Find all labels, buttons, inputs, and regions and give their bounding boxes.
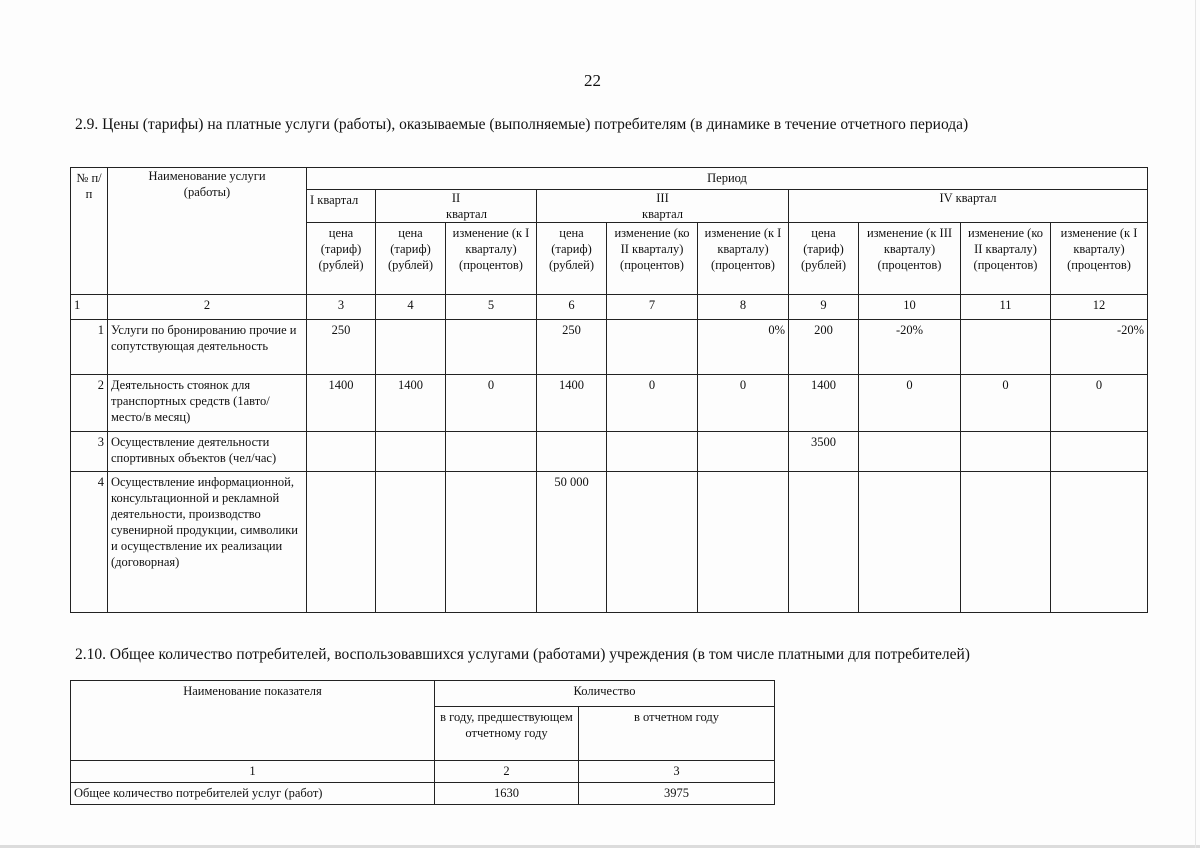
column-number: 12: [1051, 295, 1148, 320]
row-num: 1: [71, 320, 108, 375]
cell-value: [307, 472, 376, 613]
column-number: 11: [961, 295, 1051, 320]
cell-value: [537, 432, 607, 472]
cell-value: [859, 432, 961, 472]
header-prev-year: в году, предшествующем отчетному году: [435, 707, 579, 761]
row-service-name: Осуществление информационной, консультационной и рекламной деятельности, производство сувенирной продукции, символики и осуществление их реализации (договорная): [108, 472, 307, 613]
cell-value: 0: [1051, 375, 1148, 432]
cell-value: [859, 472, 961, 613]
cell-value: [376, 472, 446, 613]
cell-value: [961, 432, 1051, 472]
cell-value: [789, 472, 859, 613]
cell-value: 0: [859, 375, 961, 432]
header-q1: I квартал: [307, 190, 376, 223]
header-q3: III квартал: [537, 190, 789, 223]
cell-value: 250: [537, 320, 607, 375]
column-number: 4: [376, 295, 446, 320]
report-year-value: 3975: [579, 783, 775, 805]
cell-value: 1400: [537, 375, 607, 432]
section-2-9-title: 2.9. Цены (тарифы) на платные услуги (работы), оказываемые (выполняемые) потребителям (в динамике в течение отчетного периода): [75, 116, 969, 133]
cell-value: 0: [698, 375, 789, 432]
cell-value: 1400: [789, 375, 859, 432]
table-row: [71, 783, 775, 805]
cell-value: [307, 432, 376, 472]
cell-value: [961, 472, 1051, 613]
scan-edge: [1195, 0, 1196, 848]
cell-value: [607, 432, 698, 472]
cell-value: 1400: [376, 375, 446, 432]
header-q2-change: изменение (к I кварталу) (процентов): [446, 223, 537, 295]
cell-value: 0: [607, 375, 698, 432]
header-report-year: в отчетном году: [579, 707, 775, 761]
header-q4-change-q1: изменение (к I кварталу) (процентов): [1051, 223, 1148, 295]
cell-value: 50 000: [537, 472, 607, 613]
row-service-name: Деятельность стоянок для транспортных средств (1авто/место/в месяц): [108, 375, 307, 432]
cell-value: [607, 320, 698, 375]
row-service-name: Услуги по бронированию прочие и сопутствующая деятельность: [108, 320, 307, 375]
row-service-name: Осуществление деятельности спортивных объектов (чел/час): [108, 432, 307, 472]
header-q2: II квартал: [376, 190, 537, 223]
column-number: 10: [859, 295, 961, 320]
cell-value: 1400: [307, 375, 376, 432]
cell-value: [961, 320, 1051, 375]
header-indicator: Наименование показателя: [71, 681, 435, 761]
cell-value: [446, 472, 537, 613]
header-period: Период: [307, 168, 1148, 190]
prices-table: [70, 167, 1148, 613]
table-row: [71, 375, 1148, 432]
cell-value: 0: [446, 375, 537, 432]
cell-value: [1051, 472, 1148, 613]
cell-value: [607, 472, 698, 613]
cell-value: 250: [307, 320, 376, 375]
column-number-row: [71, 761, 775, 783]
cell-value: -20%: [859, 320, 961, 375]
cell-value: 0: [961, 375, 1051, 432]
column-number: 8: [698, 295, 789, 320]
row-num: 4: [71, 472, 108, 613]
page-number: 22: [584, 71, 601, 90]
row-num: 3: [71, 432, 108, 472]
column-number: 3: [307, 295, 376, 320]
column-number-row: [71, 295, 1148, 320]
cell-value: [376, 320, 446, 375]
column-number: 1: [71, 761, 435, 783]
column-number: 5: [446, 295, 537, 320]
row-num: 2: [71, 375, 108, 432]
header-q1-price: цена (тариф) (рублей): [307, 223, 376, 295]
header-q3-change-q1: изменение (к I кварталу) (процентов): [698, 223, 789, 295]
cell-value: [1051, 432, 1148, 472]
cell-value: 200: [789, 320, 859, 375]
column-number: 3: [579, 761, 775, 783]
column-number: 1: [71, 295, 108, 320]
cell-value: 0%: [698, 320, 789, 375]
cell-value: [698, 432, 789, 472]
consumers-table: [70, 680, 775, 805]
header-q4: IV квартал: [789, 190, 1148, 223]
section-2-10-title: 2.10. Общее количество потребителей, воспользовавшихся услугами (работами) учреждения (в том числе платными для потребителей): [75, 646, 970, 663]
header-q3-price: цена (тариф) (рублей): [537, 223, 607, 295]
column-number: 2: [435, 761, 579, 783]
indicator-name: Общее количество потребителей услуг (работ): [71, 783, 435, 805]
prev-year-value: 1630: [435, 783, 579, 805]
table-row: [71, 320, 1148, 375]
table-row: [71, 432, 1148, 472]
column-number: 9: [789, 295, 859, 320]
header-q4-price: цена (тариф) (рублей): [789, 223, 859, 295]
cell-value: -20%: [1051, 320, 1148, 375]
header-service-name: Наименование услуги (работы): [108, 168, 307, 295]
table-row: [71, 472, 1148, 613]
header-q4-change-q2: изменение (ко II кварталу) (процентов): [961, 223, 1051, 295]
header-q2-price: цена (тариф) (рублей): [376, 223, 446, 295]
header-q4-change-q3: изменение (к III кварталу) (процентов): [859, 223, 961, 295]
cell-value: [446, 432, 537, 472]
header-quantity: Количество: [435, 681, 775, 707]
column-number: 2: [108, 295, 307, 320]
cell-value: [698, 472, 789, 613]
header-num: № п/п: [71, 168, 108, 295]
cell-value: [376, 432, 446, 472]
cell-value: [446, 320, 537, 375]
column-number: 7: [607, 295, 698, 320]
header-q3-change-q2: изменение (ко II кварталу) (процентов): [607, 223, 698, 295]
cell-value: 3500: [789, 432, 859, 472]
column-number: 6: [537, 295, 607, 320]
